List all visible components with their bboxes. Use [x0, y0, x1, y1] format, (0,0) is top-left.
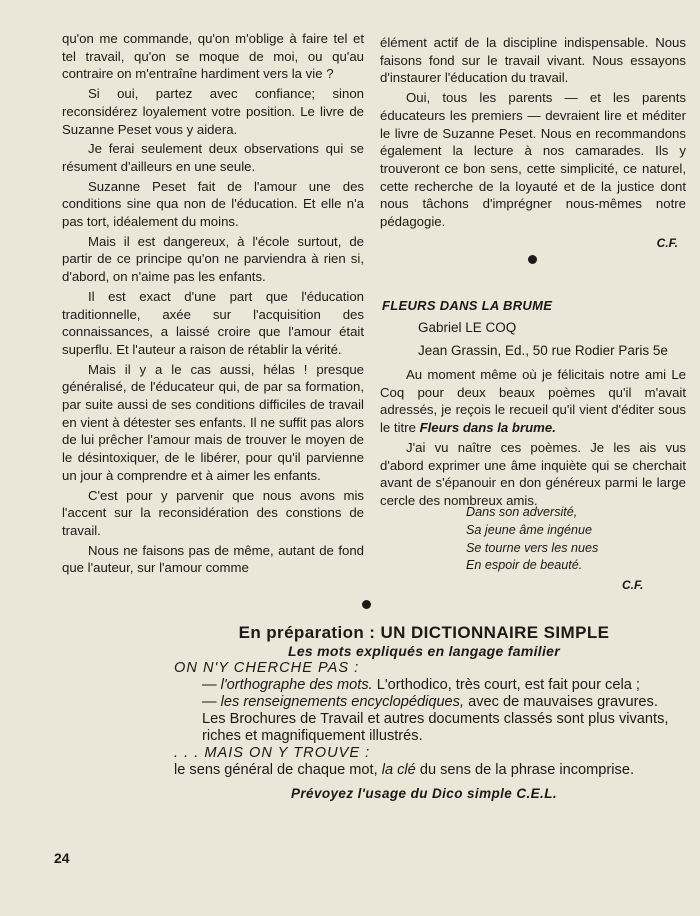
announcement-intro: ON N'Y CHERCHE PAS :: [174, 660, 360, 676]
book-title-inline: Fleurs dans la brume.: [419, 420, 556, 436]
page-number: 24: [54, 850, 70, 866]
paragraph: Mais il y a le cas aussi, hélas ! presque généralisé, de l'éducateur qui, de par sa formation, par suite aussi de ses conditions difficiles de travail en vient à détester ses enfants. Il ne suffit pas alors de lui prêcher l'amour mais de trouver le moyen de le désintoxiquer, de le libérer, pour qu'il parvienne un jour à comprendre et à aimer les enfants.: [62, 361, 364, 483]
poem-line: Sa jeune âme ingénue: [466, 522, 593, 537]
paragraph: qu'on me commande, qu'on m'oblige à faire tel et tel travail, qu'on se moque de moi, ou qu'au contraire on m'entraîne hardiment vers la vie ?: [62, 31, 364, 82]
announcement-intro: . . . MAIS ON Y TROUVE :: [174, 745, 371, 761]
paragraph: Je ferai seulement deux observations qui se résument d'ailleurs en une seule.: [62, 141, 364, 174]
announcement-footer: Prévoyez l'usage du Dico simple C.E.L.: [291, 786, 557, 801]
signature: C.F.: [622, 578, 644, 592]
paragraph: J'ai vu naître ces poèmes. Je les ais vus d'abord exprimer une âme inquiète qui se cherchait avant de s'épanouir en don généreux parmi le large cercle des nombreux amis.: [380, 439, 686, 508]
paragraph: Nous ne faisons pas de même, autant de fond que l'auteur, sur l'amour comme: [62, 542, 364, 576]
paragraph: Mais il est dangereux, à l'école surtout, de partir de ce principe qu'on ne parviendra à rien si, d'abord, on n'aime pas les enfants.: [62, 233, 364, 285]
left-column: [62, 30, 364, 577]
announcement-item: — l'orthographe des mots. L'orthodico, très court, est fait pour cela ;: [202, 677, 640, 693]
signature: C.F.: [656, 235, 678, 250]
paragraph: Oui, tous les parents — et les parents éducateurs les premiers — devraient lire et méditer le livre de Suzanne Peset. Nous en recommandons également la lecture à nos camarades. Ils y trouveront ce bon sens, cette simplicité, ce naturel, cette recherche de la loyauté et de la justice dont nous tâchons d'imprégner nous-mêmes notre pédagogie.: [380, 90, 686, 230]
paragraph: Suzanne Peset fait de l'amour une des conditions sine qua non de l'éducation. Et elle n'a pas tort, idéalement du moins.: [62, 178, 364, 230]
announcement-heading: En préparation : UN DICTIONNAIRE SIMPLE: [238, 623, 610, 642]
announcement: [174, 624, 674, 802]
book-title: FLEURS DANS LA BRUME: [382, 298, 553, 313]
paragraph: C'est pour y parvenir que nous avons mis l'accent sur la reconsidération des constions de travail.: [62, 487, 364, 538]
book-publisher: Jean Grassin, Ed., 50 rue Rodier Paris 5e: [418, 343, 668, 358]
announcement-item: — les renseignements encyclopédiques, avec de mauvaises gravures. Les Brochures de Travail et autres documents classés sont plus vivants, riches et magnifiquement illustrés.: [202, 694, 669, 744]
poem: [466, 504, 598, 575]
paragraph: Si oui, partez avec confiance; sinon reconsidérez loyalement votre position. Le livre de Suzanne Peset vous y aidera.: [62, 86, 364, 137]
paragraph: Il est exact d'une part que l'éducation traditionnelle, axée sur l'acquisition des connaissances, a laissé croire que l'amour était superflu. Et l'auteur a raison de rétablir la vérité.: [62, 288, 364, 357]
right-column: [380, 34, 686, 252]
bullet-separator: [528, 255, 537, 264]
poem-line: Se tourne vers les nues: [466, 540, 599, 555]
announcement-item: le sens général de chaque mot, la clé du sens de la phrase incomprise.: [174, 762, 634, 778]
poem-line: En espoir de beauté.: [466, 558, 583, 573]
book-author: Gabriel LE COQ: [418, 320, 517, 335]
review-text: [380, 366, 686, 510]
bullet-separator: [362, 600, 371, 609]
poem-line: Dans son adversité,: [466, 505, 578, 519]
announcement-subheading: Les mots expliqués en langage familier: [287, 643, 561, 659]
paragraph: élément actif de la discipline indispensable. Nous faisons fond sur le travail vivant. Nous essayons d'instaurer l'éducation du travail.: [380, 35, 686, 86]
paragraph: Au moment même où je félicitais notre ami Le Coq pour deux beaux poèmes qu'il m'avait adressés, je reçois le recueil qu'il vient d'éditer sous le titre Fleurs dans la brume.: [380, 367, 686, 436]
